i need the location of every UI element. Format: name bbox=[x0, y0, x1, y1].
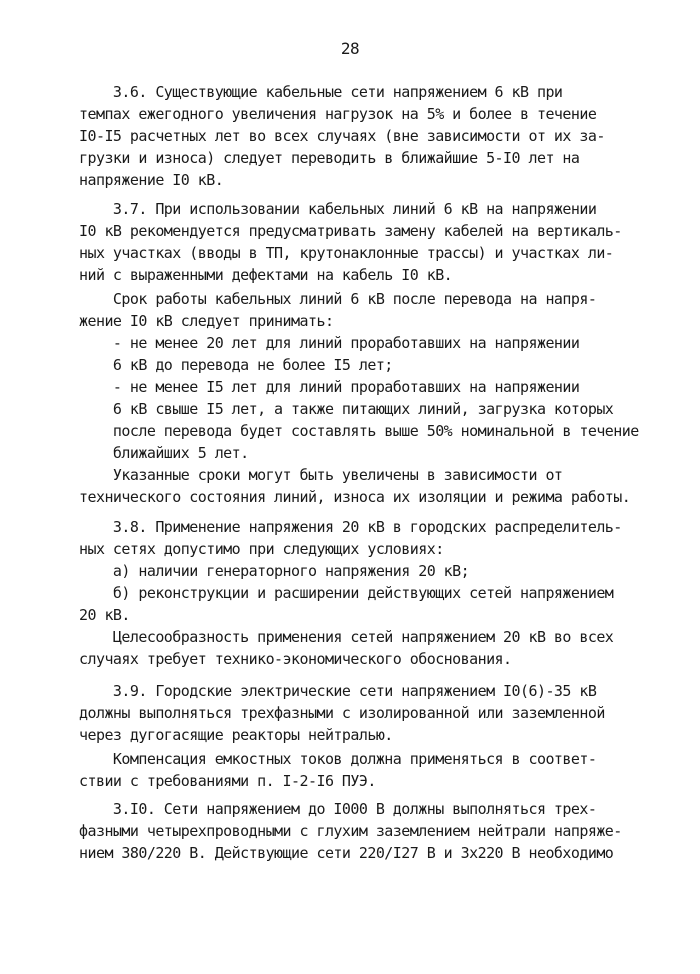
text-line: 3.9. Городские электрические сети напряжением I0(6)-35 кВ bbox=[79, 682, 597, 700]
text-line: технического состояния линий, износа их изоляции и режима работы. bbox=[79, 488, 631, 506]
text-line: ствии с требованиями п. I-2-I6 ПУЭ. bbox=[79, 772, 376, 790]
text-line: нием 380/220 В. Действующие сети 220/I27 В и 3х220 В необходимо bbox=[79, 844, 614, 862]
text-line: ных участках (вводы в ТП, крутонаклонные трассы) и участках ли- bbox=[79, 244, 614, 262]
paragraph-compensation bbox=[79, 748, 639, 792]
text-line: после перевода будет составлять выше 50% номинальной в течение bbox=[79, 422, 639, 440]
text-line: 3.8. Применение напряжения 20 кВ в городских распределитель- bbox=[79, 518, 622, 536]
text-line: 3.I0. Сети напряжением до I000 В должны выполняться трех- bbox=[79, 800, 597, 818]
text-line: ближайших 5 лет. bbox=[79, 444, 249, 462]
paragraph-extension bbox=[79, 464, 639, 508]
text-line: 3.7. При использовании кабельных линий 6 кВ на напряжении bbox=[79, 200, 597, 218]
text-line: темпах ежегодного увеличения нагрузок на 5% и более в течение bbox=[79, 105, 597, 123]
text-line: Целесообразность применения сетей напряжением 20 кВ во всех bbox=[79, 628, 614, 646]
text-line: Указанные сроки могут быть увеличены в зависимости от bbox=[79, 466, 563, 484]
list-item: - не менее 20 лет для линий проработавших на напряжении bbox=[79, 334, 580, 352]
page-number: 28 bbox=[340, 39, 360, 58]
paragraph-service-life bbox=[79, 288, 639, 464]
list-item: - не менее I5 лет для линий проработавших на напряжении bbox=[79, 378, 580, 396]
paragraph-3-8 bbox=[79, 516, 639, 670]
text-line: грузки и износа) следует переводить в ближайшие 5-I0 лет на bbox=[79, 149, 580, 167]
paragraph-3-6 bbox=[79, 81, 639, 191]
text-line: 20 кВ. bbox=[79, 606, 130, 624]
paragraph-3-10 bbox=[79, 798, 639, 864]
list-item: а) наличии генераторного напряжения 20 кВ; bbox=[79, 562, 470, 580]
text-line: Компенсация емкостных токов должна применяться в соответ- bbox=[79, 750, 597, 768]
paragraph-3-9 bbox=[79, 680, 639, 746]
text-line: I0 кВ рекомендуется предусматривать замену кабелей на вертикаль- bbox=[79, 222, 622, 240]
text-line: Срок работы кабельных линий 6 кВ после перевода на напря- bbox=[79, 290, 597, 308]
text-line: случаях требует технико-экономического обоснования. bbox=[79, 650, 512, 668]
text-line: 6 кВ свыше I5 лет, а также питающих линий, загрузка которых bbox=[79, 400, 614, 418]
text-line: должны выполняться трехфазными с изолированной или заземленной bbox=[79, 704, 605, 722]
text-line: через дугогасящие реакторы нейтралью. bbox=[79, 726, 393, 744]
text-line: ний с выраженными дефектами на кабель I0 кВ. bbox=[79, 266, 453, 284]
text-line: ных сетях допустимо при следующих условиях: bbox=[79, 540, 444, 558]
text-line: жение I0 кВ следует принимать: bbox=[79, 312, 334, 330]
text-line: напряжение I0 кВ. bbox=[79, 171, 224, 189]
text-line: I0-I5 расчетных лет во всех случаях (вне зависимости от их за- bbox=[79, 127, 605, 145]
list-item: б) реконструкции и расширении действующих сетей напряжением bbox=[79, 584, 614, 602]
text-line: 6 кВ до перевода не более I5 лет; bbox=[79, 356, 393, 374]
text-line: 3.6. Существующие кабельные сети напряжением 6 кВ при bbox=[79, 83, 563, 101]
text-line: фазными четырехпроводными с глухим заземлением нейтрали напряже- bbox=[79, 822, 622, 840]
paragraph-3-7 bbox=[79, 198, 639, 286]
